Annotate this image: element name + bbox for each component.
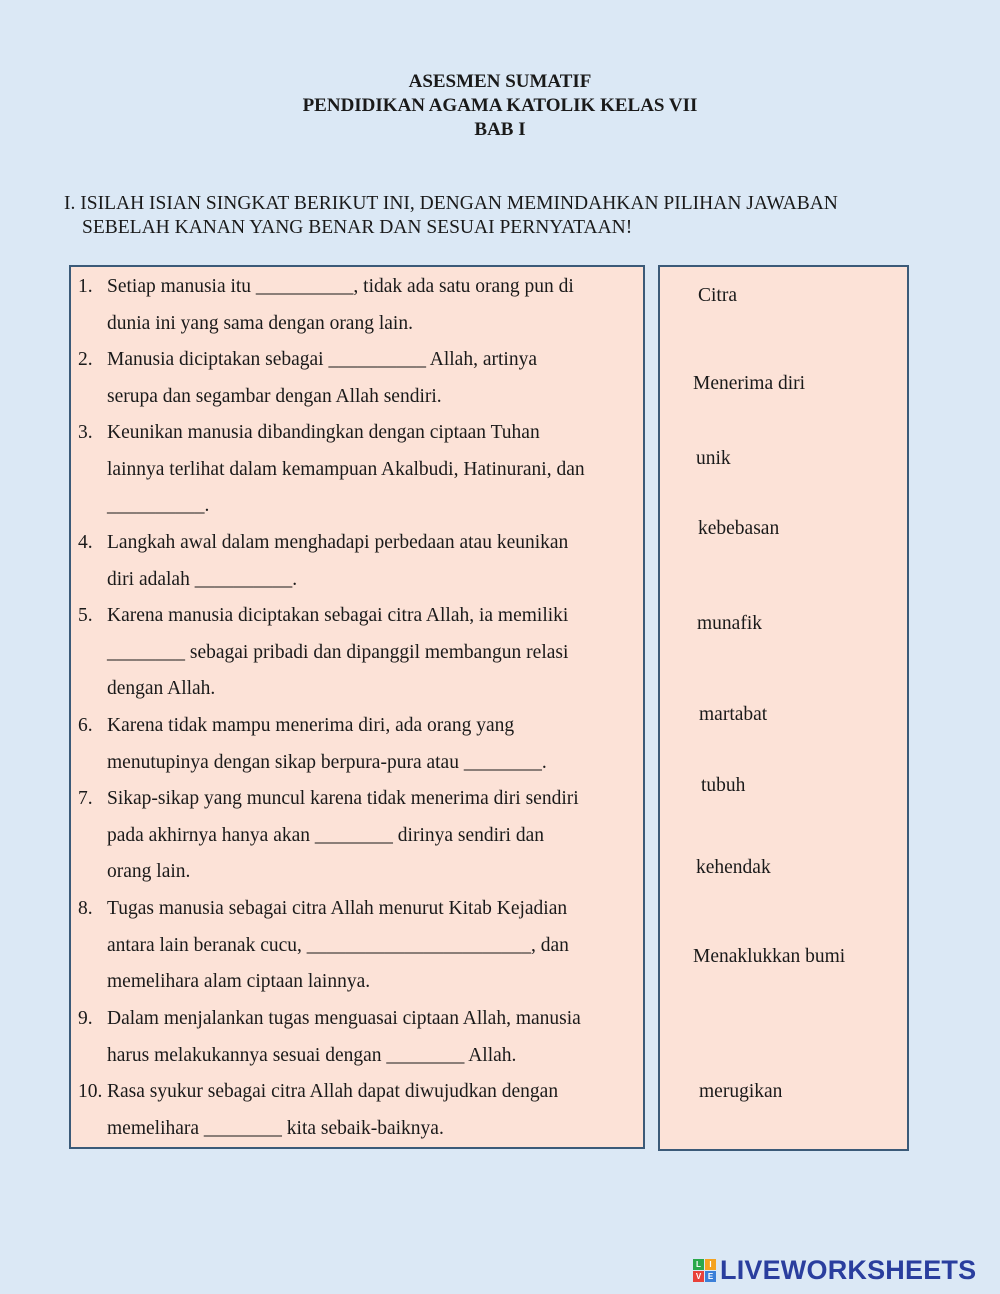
logo-letter: E xyxy=(705,1271,716,1282)
answer-option[interactable]: unik xyxy=(696,448,731,469)
answer-option[interactable]: merugikan xyxy=(699,1081,783,1102)
answers-box xyxy=(658,265,909,1151)
question-text: Setiap manusia itu __________, tidak ada satu orang pun di dunia ini yang sama dengan orang lain. xyxy=(107,276,574,334)
question-text: Karena tidak mampu menerima diri, ada orang yang menutupinya dengan sikap berpura-pura atau ________. xyxy=(107,715,547,773)
question-number: 4. xyxy=(78,532,93,553)
question-number: 5. xyxy=(78,605,93,626)
instruction xyxy=(64,192,924,240)
instruction-line-2: SEBELAH KANAN YANG BENAR DAN SESUAI PERNYATAAN! xyxy=(82,217,633,238)
question-number: 9. xyxy=(78,1008,93,1029)
questions-box xyxy=(69,265,645,1149)
logo-letter: I xyxy=(705,1259,716,1270)
title-line-1: ASESMEN SUMATIF xyxy=(408,71,592,92)
question-text: Keunikan manusia dibandingkan dengan ciptaan Tuhan lainnya terlihat dalam kemampuan Akalbudi, Hatinurani, dan __________. xyxy=(107,422,585,517)
logo-letter: V xyxy=(693,1271,704,1282)
question-text: Rasa syukur sebagai citra Allah dapat diwujudkan dengan memelihara ________ kita sebaik-baiknya. xyxy=(107,1081,559,1139)
answer-option[interactable]: Menaklukkan bumi xyxy=(693,946,846,967)
question-text: Langkah awal dalam menghadapi perbedaan atau keunikan diri adalah __________. xyxy=(107,532,569,590)
question-number: 2. xyxy=(78,349,93,370)
answer-option[interactable]: kehendak xyxy=(696,857,771,878)
title-line-3: BAB I xyxy=(474,119,526,140)
question-text: Dalam menjalankan tugas menguasai ciptaan Allah, manusia harus melakukannya sesuai dengan ________ Allah. xyxy=(107,1008,581,1066)
question-number: 3. xyxy=(78,422,93,443)
question-number: 7. xyxy=(78,788,93,809)
question-number: 1. xyxy=(78,276,93,297)
answer-option[interactable]: Menerima diri xyxy=(693,373,806,394)
question-text: Manusia diciptakan sebagai __________ Allah, artinya serupa dan segambar dengan Allah sendiri. xyxy=(107,349,537,407)
liveworksheets-logo xyxy=(693,1256,976,1284)
answer-option[interactable]: munafik xyxy=(697,613,762,634)
question-number: 10. xyxy=(78,1081,103,1102)
question-text: Tugas manusia sebagai citra Allah menurut Kitab Kejadian antara lain beranak cucu, _______________________, dan memelihara alam ciptaan lainnya. xyxy=(107,898,569,993)
logo-letter: L xyxy=(693,1259,704,1270)
answer-option[interactable]: kebebasan xyxy=(698,518,780,539)
logo-mark-icon xyxy=(693,1259,716,1282)
title-line-2: PENDIDIKAN AGAMA KATOLIK KELAS VII xyxy=(302,95,698,116)
question-text: Sikap-sikap yang muncul karena tidak menerima diri sendiri pada akhirnya hanya akan ________ dirinya sendiri dan orang lain. xyxy=(107,788,579,883)
question-text: Karena manusia diciptakan sebagai citra Allah, ia memiliki ________ sebagai pribadi dan dipanggil membangun relasi dengan Allah. xyxy=(107,605,569,700)
answer-option[interactable]: tubuh xyxy=(701,775,746,796)
instruction-line-1: I. ISILAH ISIAN SINGKAT BERIKUT INI, DENGAN MEMINDAHKAN PILIHAN JAWABAN xyxy=(64,193,838,214)
answer-option[interactable]: Citra xyxy=(698,285,737,306)
answer-option[interactable]: martabat xyxy=(699,704,768,725)
page-title xyxy=(0,70,1000,142)
question-number: 6. xyxy=(78,715,93,736)
logo-text: LIVEWORKSHEETS xyxy=(720,1254,977,1285)
question-number: 8. xyxy=(78,898,93,919)
